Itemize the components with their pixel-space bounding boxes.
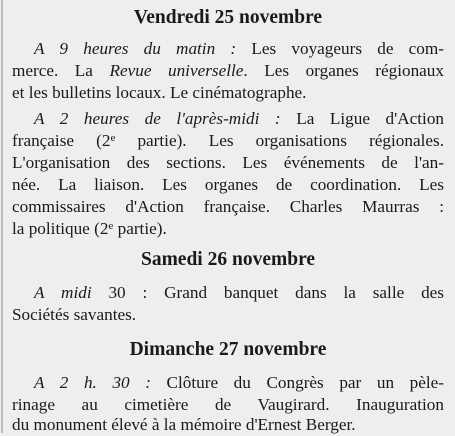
session-text-line: merce. La Revue universelle. Les organes régionaux [12,61,444,80]
session-text-line: A 2 heures de l'après-midi : La Ligue d'Action [34,109,445,128]
session-text-line: L'organisation des sections. Les événements de l'an- [12,153,444,172]
session-text-line: du monument élevé à la mémoire d'Ernest Berger. [12,415,356,434]
session-time: A 9 heures du matin : [34,39,237,58]
session-text-line: française (2e partie). Les organisations régionales. [12,131,444,150]
session-text-line: A 2 h. 30 : Clôture du Congrès par un pèle- [34,373,444,392]
session-time: A midi [34,283,92,302]
session-text-line: et les bulletins locaux. Le cinématographe. [12,83,307,102]
session-text-line: A 9 heures du matin : Les voyageurs de com- [34,39,444,58]
day-heading-saturday: Samedi 26 novembre [140,249,316,270]
session-text-line: rinage au cimetière de Vaugirard. Inauguration [12,395,444,414]
session-time: A 2 heures de l'après-midi : [34,109,281,128]
program-page [12,4,445,434]
session-text-line: Sociétés savantes. [12,305,137,324]
publication-title: Revue universelle [109,61,244,80]
day-heading-friday: Vendredi 25 novembre [133,7,323,28]
session-text-line: commissaires d'Action française. Charles Maurras : [12,197,444,216]
day-heading-sunday: Dimanche 27 novembre [129,339,327,360]
session-text-line: née. La liaison. Les organes de coordination. Les [12,175,444,194]
session-text-line: A midi 30 : Grand banquet dans la salle des [34,283,444,302]
session-text-line: la politique (2e partie). [12,219,167,238]
page-edge [1,0,3,433]
session-time: A 2 h. 30 : [34,373,151,392]
